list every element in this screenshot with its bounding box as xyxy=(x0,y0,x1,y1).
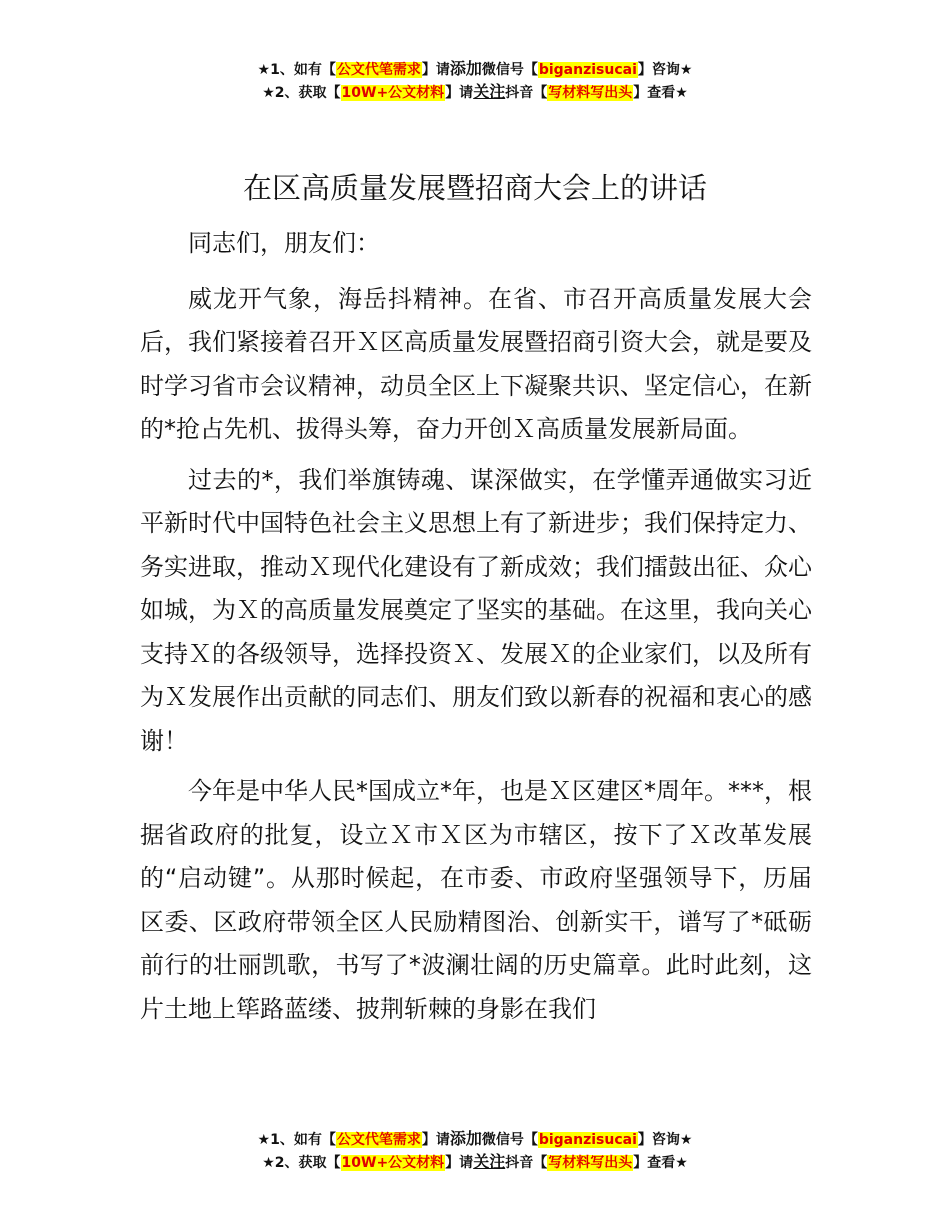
highlight-wechat-id[interactable]: biganzisucai xyxy=(538,1132,637,1148)
banner-text: 微信号【 xyxy=(481,1132,538,1148)
highlight-wechat-id[interactable]: biganzisucai xyxy=(538,62,637,78)
highlight-douyin-account[interactable]: 写材料写出头 xyxy=(548,85,633,101)
paragraph: 威龙开气象，海岳抖精神。在省、市召开高质量发展大会后，我们紧接着召开Ｘ区高质量发展暨招商引资大会，就是要及时学习省市会议精神，动员全区上下凝聚共识、坚定信心，在新的*抢占先机、拔得头筹，奋力开创Ｘ高质量发展新局面。 xyxy=(140,284,812,443)
highlight-materials: 10W+公文材料 xyxy=(341,85,445,101)
highlight-ghostwriting: 公文代笔需求 xyxy=(336,62,421,78)
banner-text: 】咨询★ xyxy=(637,62,693,78)
document-body xyxy=(140,222,812,1038)
banner-emphasis: 添加 xyxy=(449,59,482,78)
banner-text: 抖音【 xyxy=(505,85,548,101)
footer-banner xyxy=(0,1128,950,1174)
banner-text: 】请 xyxy=(445,1155,474,1171)
highlight-materials: 10W+公文材料 xyxy=(341,1155,445,1171)
banner-text: 】请 xyxy=(421,1132,450,1148)
banner-text: 】请 xyxy=(445,85,474,101)
banner-line-2 xyxy=(0,1151,950,1174)
banner-text: 】请 xyxy=(421,62,450,78)
paragraph: 过去的*，我们举旗铸魂、谋深做实，在学懂弄通做实习近平新时代中国特色社会主义思想上有了新进步；我们保持定力、务实进取，推动Ｘ现代化建设有了新成效；我们擂鼓出征、众心如城，为Ｘ的高质量发展奠定了坚实的基础。在这里，我向关心支持Ｘ的各级领导，选择投资Ｘ、发展Ｘ的企业家们，以及所有为Ｘ发展作出贡献的同志们、朋友们致以新春的祝福和衷心的感谢！ xyxy=(140,465,812,755)
banner-line-1 xyxy=(0,1128,950,1151)
banner-emphasis: 关注 xyxy=(473,1152,506,1171)
header-banner xyxy=(0,58,950,104)
banner-text: ★1、如有【 xyxy=(257,62,336,78)
paragraph: 今年是中华人民*国成立*年，也是Ｘ区建区*周年。***，根据省政府的批复，设立Ｘ市Ｘ区为市辖区，按下了Ｘ改革发展的“启动键”。从那时候起，在市委、市政府坚强领导下，历届区委、区政府带领全区人民励精图治、创新实干，谱写了*砥砺前行的壮丽凯歌，书写了*波澜壮阔的历史篇章。此时此刻，这片土地上筚路蓝缕、披荆斩棘的身影在我们 xyxy=(140,777,812,1023)
banner-emphasis: 关注 xyxy=(473,82,506,101)
banner-text: 】查看★ xyxy=(633,85,688,101)
greeting: 同志们，朋友们： xyxy=(188,229,380,257)
document-title: 在区高质量发展暨招商大会上的讲话 xyxy=(242,171,707,205)
banner-text: 】咨询★ xyxy=(637,1132,693,1148)
banner-text: 微信号【 xyxy=(481,62,538,78)
banner-text: 】查看★ xyxy=(633,1155,688,1171)
highlight-douyin-account[interactable]: 写材料写出头 xyxy=(548,1155,633,1171)
banner-text: ★2、获取【 xyxy=(262,85,341,101)
banner-line-2 xyxy=(0,81,950,104)
highlight-ghostwriting: 公文代笔需求 xyxy=(336,1132,421,1148)
banner-emphasis: 添加 xyxy=(449,1129,482,1148)
banner-text: 抖音【 xyxy=(505,1155,548,1171)
banner-text: ★1、如有【 xyxy=(257,1132,336,1148)
banner-text: ★2、获取【 xyxy=(262,1155,341,1171)
banner-line-1 xyxy=(0,58,950,81)
